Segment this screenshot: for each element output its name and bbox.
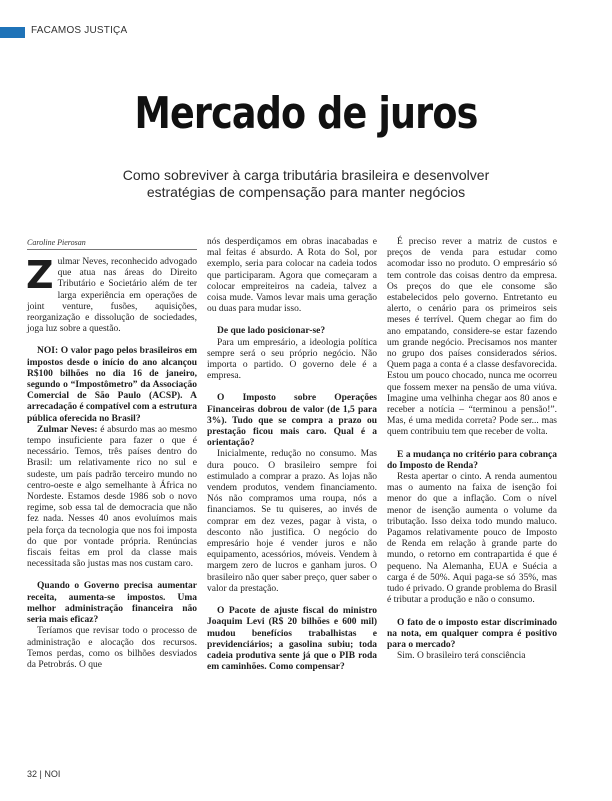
question-1 bbox=[27, 346, 197, 424]
text-column-1 bbox=[26, 253, 197, 671]
question-6: E a mudança no critério para cobrança do Imposto de Renda? bbox=[387, 449, 557, 471]
answer-1-lead: Zulmar Neves: bbox=[37, 424, 98, 435]
drop-cap: Z bbox=[26, 253, 54, 297]
subtitle-line-2: estratégias de compensação para manter negócios bbox=[146, 184, 466, 200]
intro-text: ulmar Neves, reconhecido advogado que atua nas áreas do Direito Tributário e Societário além de ter larga experiência em operações de joint venture, fusões, aquisições, reorganização e dissolução de sociedades, joga luz sobre a questão. bbox=[27, 257, 197, 335]
paragraph: nós desperdiçamos em obras inacabadas e mal feitas é absurdo. A Rota do Sol, por exemplo, seria para colocar na cadeia todos que participaram. Agora que começaram a colocar empreiteiros na cadeia, talvez a coisa mude. Vamos levar mais uma geração ou duas para mudar isso. bbox=[207, 237, 377, 315]
page-footer bbox=[27, 769, 60, 779]
answer-2: Teríamos que revisar todo o processo de administração e alocação dos recursos. Temos perdas, como os bilhões desviados da Petrobrás. O que bbox=[27, 626, 197, 670]
paragraph: É preciso rever a matriz de custos e preços de venda para estudar como acomodar isso no produto. O empresário só tem controle das coisas dentro da empresa. Os preços do que ele consome são estabelecidos pelo governo. Entretanto eu alerto, o cenário para os primeiros seis meses é terrível. Quem chegar ao fim do ano empatando, considere-se estar fazendo um grande negócio. Precisamos nos manter no grupo dos países considerados sérios. Quem paga a conta é a classe desfavorecida. Estou um pouco chocado, nunca me ocorreu que fossem mexer na pensão de uma viúva. Imagine uma velhinha chegar aos 80 anos e receber a notícia – “terminou a pensão!”. Mas, é uma medida correta? Pode ser... mas quem contribuiu tem que receber de volta. bbox=[387, 237, 557, 438]
question-3: De que lado posicionar-se? bbox=[217, 326, 326, 337]
section-label: FACAMOS JUSTIÇA bbox=[31, 25, 128, 36]
text-column-3 bbox=[387, 237, 557, 662]
answer-6: Resta apertar o cinto. A renda aumentou mas o aumento na faixa de isenção foi menor do que a inflação. Com o nível menor de isenção aumenta o volume da tributação. Isso deixa todo mundo maluco. Pagamos relativamente pouco de Imposto de Renda em relação à grande parte do mundo, o retorno em contrapartida é que é pequeno. Na Alemanha, EUA e Suécia a carga é de 50%. Aqui paga-se só 35%, mas tudo é privado. O grande problema do Brasil é tributar a produção e não o consumo. bbox=[387, 472, 557, 606]
answer-1-text: é absurdo mas ao mesmo tempo insuficiente para fazer o que é necessário. Temos, três países dentro do Brasil: um relativamente rico no sul e sudeste, um país padrão terceiro mundo no centro-oeste e algo semelhante à África no Nordeste. Estamos desde 1986 sob o novo regime, sob essa tal de democracia que não fez nada. Nesses 40 anos evoluímos mais pela força da tecnologia que nos foi imposta do que por vontade própria. Renúncias fiscais feitas em prol da classe mais necessitada são justas mas nos custam caro. bbox=[27, 424, 197, 570]
question-5: O Pacote de ajuste fiscal do ministro Joaquim Levi (R$ 20 bilhões e 600 mil) mudou benefícios trabalhistas e previdenciários; a gasolina subiu; toda cadeia produtiva sente já que o PIB roda em caminhões. Como compensar? bbox=[207, 606, 377, 673]
section-color-bar bbox=[0, 27, 25, 38]
byline-rule bbox=[27, 249, 197, 250]
question-4: O Imposto sobre Operações Financeiras dobrou de valor (de 1,5 para 3%). Tudo que se compra a prazo ou prestação ficou mais caro. Qual é a orientação? bbox=[207, 393, 377, 449]
page-number: 32 bbox=[27, 769, 38, 779]
article-title: Mercado de juros bbox=[134, 88, 478, 139]
answer-7: Sim. O brasileiro terá consciência bbox=[397, 651, 526, 662]
question-7: O fato de o imposto estar discriminado na nota, em qualquer compra é positivo para o mercado? bbox=[387, 617, 557, 650]
intro-paragraph bbox=[26, 253, 197, 335]
footer-separator: | bbox=[39, 769, 42, 779]
answer-1 bbox=[27, 425, 197, 571]
text-column-2 bbox=[207, 237, 377, 673]
article-subtitle bbox=[80, 167, 532, 201]
question-2: Quando o Governo precisa aumentar receita, aumenta-se impostos. Uma melhor administração financeira não seria mais eficaz? bbox=[27, 581, 197, 626]
answer-4: Inicialmente, redução no consumo. Mas dura pouco. O brasileiro sempre foi estimulado a comprar a prazo. As lojas não vendem produtos, vendem financiamento. Nós não compramos uma roupa, nós a financiamos. Se tu quiseres, ao invés de comprar em dez vezes, pagar à vista, o desconto não justifica. O negócio do empresário hoje é vender juros e não equipamento, acessórios, móveis. Vendem à margem zero de lucros e ganham juros. O brasileiro não quer saber preço, quer saber o valor da prestação. bbox=[207, 449, 377, 594]
question-1-lead: NOI: bbox=[37, 346, 59, 357]
subtitle-line-1: Como sobreviver à carga tributária brasileira e desenvolver bbox=[122, 167, 490, 183]
question-1-text: O valor pago pelos brasileiros em impostos desde o início do ano alcançou R$100 bilhões no dia 16 de janeiro, segundo o “Impostômetro” da Associação Comercial de São Paulo (ACSP). A arrecadação é compatível com a estrutura pública oferecida no Brasil? bbox=[27, 346, 197, 424]
magazine-name: NOI bbox=[44, 769, 61, 779]
byline: Caroline Pierosan bbox=[27, 238, 86, 247]
answer-3: Para um empresário, a ideologia política sempre será o seu próprio negócio. Não importa o partido. O governo dele é a empresa. bbox=[207, 337, 377, 382]
